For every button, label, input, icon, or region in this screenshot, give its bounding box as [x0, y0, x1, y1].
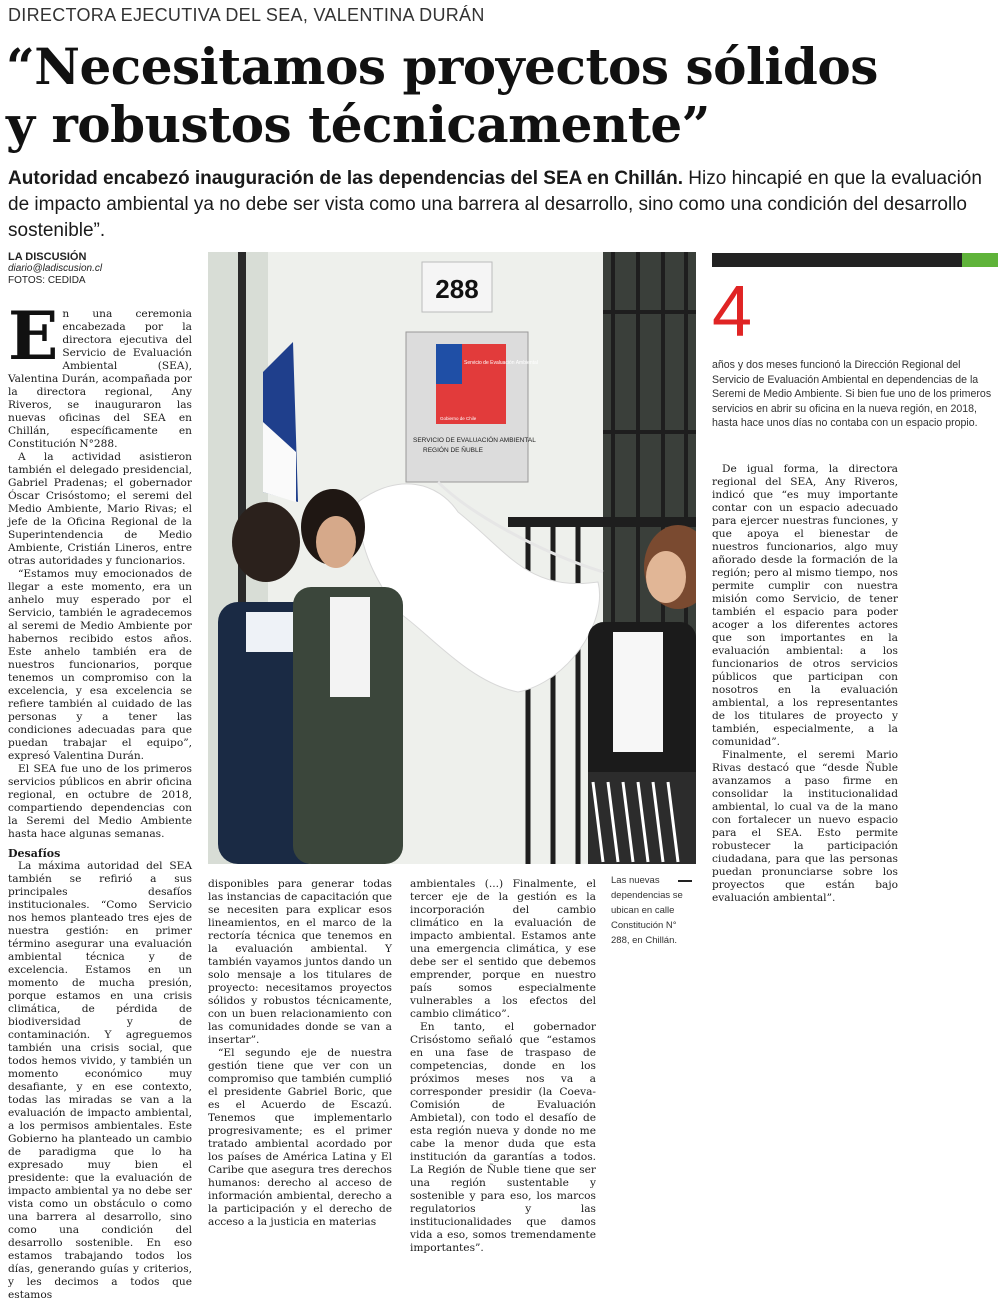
body-paragraph-4: El SEA fue uno de los primeros servicios públicos en abrir oficina regional, en octubre de 2018, compartiendo dependencias con la Seremi del Medio Ambiente hasta hace algunas semanas.: [8, 763, 192, 840]
byline-photos: FOTOS: CEDIDA: [8, 275, 86, 286]
body-paragraph-1: [8, 297, 192, 451]
photo-illustration: [208, 252, 696, 864]
byline-email: diario@ladiscusion.cl: [8, 263, 103, 274]
factbox-number: 4: [712, 272, 753, 352]
sign-logo-sub: Gobierno de Chile: [440, 416, 477, 421]
body-paragraph-3: “Estamos muy emocionados de llegar a este momento, era un anhelo muy esperado por el Servicio, también le agradecemos al seremi de Medio Ambiente por habernos recibido estos años. Este anhelo también era de nuestros funcionarios, porque tenemos un compromiso con la excelencia, y esa excelencia se refiere también al cuidado de las personas y a tener las condiciones adecuadas para que puedan trabajar el equipo”, expresó Valentina Durán.: [8, 568, 192, 762]
body-paragraph-10: De igual forma, la directora regional del SEA, Any Riveros, indicó que “es muy importante contar con un espacio adecuado para ejercer nuestras funciones, y que apoya el bienestar de nuestros funcionarios, algo muy añorado desde la formación de la región; pero al mismo tiempo, nos permite cumplir con nuestra misión como Servicio, de tener también el espacio para poder acoger a los diferentes actores que son importantes en la evaluación ambiental: a los funcionarios de otros servicios públicos que participan con nosotros en la evaluación ambiental, a los representantes de los titulares de proyecto y también, especialmente, a la comunidad”.: [712, 463, 898, 748]
subhead-desafios: Desafíos: [8, 847, 61, 860]
lede-bold: Autoridad encabezó inauguración de las dependencias del SEA en Chillán.: [8, 168, 683, 189]
sign-line-2: REGIÓN DE ÑUBLE: [423, 447, 483, 454]
body-paragraph-9: En tanto, el gobernador Crisóstomo señaló que “estamos en una fase de traspaso de competencias, donde en los próximos meses nos va a corresponder presidir (la Coeva-Comisión de Evaluación Ambietal), con todo el desafío de esta región nueva y donde no me cabe la menor duda que esta institución da garantías a todos. La Región de Ñuble tiene que ser una región sustentable y sostenible y para eso, los marcos regulatorios y las institucionalidades que damos vida a eso, somos tremendamente importantes”.: [410, 1021, 596, 1254]
lede-text: Hizo hincapié en que la evaluación de impacto ambiental ya no debe ser vista como una barrera al desarrollo, sino como una condición del desarrollo sostenible”.: [8, 168, 982, 241]
article-kicker: DIRECTORA EJECUTIVA DEL SEA, VALENTINA DURÁN: [8, 5, 485, 25]
sign-logo-text: Servicio de Evaluación Ambiental: [464, 360, 538, 366]
drop-cap: E: [8, 297, 59, 375]
headline-line-1: “Necesitamos proyectos sólidos: [6, 37, 878, 96]
body-paragraph-2: A la actividad asistieron también el delegado presidencial, Gabriel Pradenas; el gobernador Óscar Crisóstomo; el seremi del Medio Ambiente, Mario Rivas; el jefe de la Oficina Regional de la Superintendencia de Medio Ambiente, Cristián Lineros, entre otras autoridades y funcionarios.: [8, 451, 192, 567]
article-photo: [208, 252, 696, 864]
factbox-text: años y dos meses funcionó la Dirección Regional del Servicio de Evaluación Ambiental en dependencias de la Seremi de Medio Ambiente. Si bien fue uno de los primeros servicios en abrir su oficina en la nueva región, en 2018, hasta hace unos días no contaba con un espacio propio.: [712, 359, 992, 429]
photo-caption: Las nuevas dependencias se ubican en calle Constitución N° 288, en Chillán.: [611, 875, 683, 946]
body-paragraph-11: Finalmente, el seremi Mario Rivas destacó que “desde Ñuble avanzamos a paso firme en consolidar la institucionalidad ambiental, lo cual va de la mano con fortalecer un nuevo espacio para el SEA. Esto permite robustecer la participación ciudadana, para que las personas puedan pronunciarse sobre los proyectos que están bajo evaluación ambiental”.: [712, 749, 898, 904]
factbox-accent: [962, 253, 998, 267]
body-paragraph-7: “El segundo eje de nuestra gestión tiene que ver con un compromiso que también cumplió el presidente Gabriel Boric, que es el Acuerdo de Escazú. Tenemos que implementarlo progresivamente; es el primer tratado ambiental acordado por los países de América Latina y El Caribe que asegura tres derechos humanos: derecho al acceso de información ambiental, derecho a la participación y el derecho de acceso a la justicia en materias: [208, 1047, 392, 1228]
headline-line-2: y robustos técnicamente”: [6, 95, 710, 154]
sign-line-1: SERVICIO DE EVALUACIÓN AMBIENTAL: [413, 437, 536, 444]
body-column-1: [8, 297, 192, 1302]
body-paragraph-8: ambientales (...) Finalmente, el tercer eje de la gestión es la incorporación del cambio climático en la evaluación de impacto ambiental. Estamos ante una emergencia climática, y ese debe ser el sentido que debemos emprender, porque en nuestro país somos especialmente vulnerables a los efectos del cambio climático”.: [410, 878, 596, 1020]
body-column-4: [712, 463, 898, 905]
article-headline: [6, 38, 986, 154]
body-paragraph-6: disponibles para generar todas las instancias de capacitación que se necesiten para explicar esos lineamientos, en el marco de la rectoría técnica que tenemos en la evaluación ambiental. Y también vayamos juntos dando un solo mensaje a los titulares de proyecto: necesitamos proyectos sólidos y robustos técnicamente, con un buen relacionamiento con las comunidades donde se van a insertar”.: [208, 878, 392, 1046]
body-column-2: [208, 878, 392, 1229]
body-paragraph-5: La máxima autoridad del SEA también se refirió a sus principales desafíos institucionales. “Como Servicio nos hemos planteado tres ejes de nuestra gestión: en primer término asegurar una evaluación ambiental técnica y de excelencia. Estamos en un momento de mucha presión, porque estamos en una crisis climática, de pérdida de biodiversidad y de contaminación. Y agreguemos también una crisis social, que todos hemos vivido, y también un momento económico muy desafiante, y en ese contexto, todas las miradas se van a la evaluación de impacto ambiental, a los permisos ambientales. Este Gobierno ha planteado un cambio de paradigma que lo ha expresado muy bien el presidente: que la evaluación de impacto ambiental ya no debe ser vista como un obstáculo o como una barrera al desarrollo, sino como una condición del desarrollo sostenible. En eso estamos trabajando todos los días, generando guías y criterios, y les decimos a todos que estamos: [8, 860, 192, 1301]
number-plate-288: 288: [435, 274, 479, 304]
article-lede: [8, 166, 993, 244]
byline-org: LA DISCUSIÓN: [8, 251, 87, 263]
body-column-3: [410, 878, 596, 1255]
factbox-bar: [712, 253, 998, 267]
body-paragraph-1-text: n una ceremonia encabezada por la directora ejecutiva del Servicio de Evaluación Ambiental (SEA), Valentina Durán, acompañada por la directora regional, Any Riveros, se inauguraron las nuevas oficinas del SEA en Chillán, específicamente en Constitución N°288.: [8, 308, 192, 450]
byline: [8, 251, 102, 287]
